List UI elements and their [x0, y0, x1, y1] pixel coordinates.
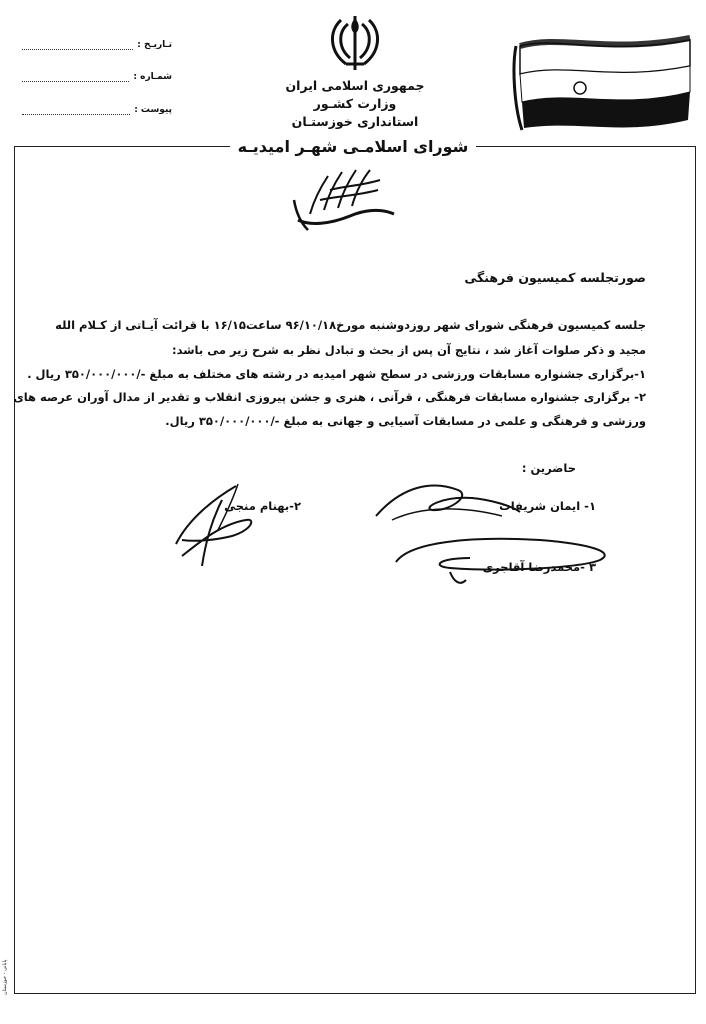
number-field [22, 68, 172, 82]
body-line-1: جلسه کميسيون فرهنگی شورای شهر روزدوشنبه مورخ۹۶/۱۰/۱۸ ساعت۱۶/۱۵ با قرائت آيـاتی از کـلام الله [55, 318, 646, 332]
number-label: شمـاره : [133, 72, 172, 82]
attendees-label: حاضرين : [521, 461, 576, 475]
org-line-3: استانداری خوزستـان [291, 114, 419, 129]
date-dotted-line [22, 41, 133, 50]
org-line-1: جمهوری اسلامی ايران [285, 78, 425, 93]
signature-2 [172, 480, 262, 570]
attendee-1: ۱- ايمان شريفات [499, 499, 596, 513]
body-line-2: مجيد و ذکر صلوات آغاز شد ، نتايج آن پس از بحث و تبادل نظر به شرح زير می باشد: [172, 343, 646, 357]
council-title: شورای اسلامـی شهـر اميديـه [230, 134, 476, 160]
iran-emblem-icon [328, 14, 382, 72]
document-heading: صورتجلسه کميسيون فرهنگی [464, 270, 646, 285]
side-note-text: پايانی - خوزستان [2, 959, 8, 995]
attachment-field [22, 101, 172, 115]
attachment-dotted-line [22, 106, 130, 115]
org-line-2: وزارت کشـور [313, 96, 397, 111]
iran-flag-icon [510, 26, 695, 136]
body-line-3: ۱-برگزاری جشنواره مسابقات ورزشی در سطح شهر اميديه در رشته های مختلف به مبلغ -/۳۵۰/۰۰۰/۰۰۰ ريال . [27, 367, 646, 381]
number-dotted-line [22, 73, 129, 82]
side-note [2, 925, 12, 995]
attachment-label: پيوست : [134, 105, 172, 115]
attendee-3: ۳ -محمدرضا آقاجری [482, 560, 596, 574]
signature-1 [372, 476, 522, 536]
basmala-calligraphy-icon [290, 160, 402, 240]
date-label: تـاريـخ : [137, 40, 172, 50]
body-line-5: ورزشی و فرهنگی و علمی در مسابقات آسيايی و جهانی به مبلغ -/۳۵۰/۰۰۰/۰۰۰ ريال. [165, 414, 646, 428]
body-line-4: ۲- برگزاری جشنواره مسابقات فرهنگی ، قرآنی ، هنری و جشن پيروزی انقلاب و تقدير از مدال آوران عرصه های [13, 390, 646, 404]
date-field [22, 36, 172, 50]
attendee-2: ۲-بهنام منجی [224, 499, 301, 513]
signature-3 [390, 532, 620, 588]
